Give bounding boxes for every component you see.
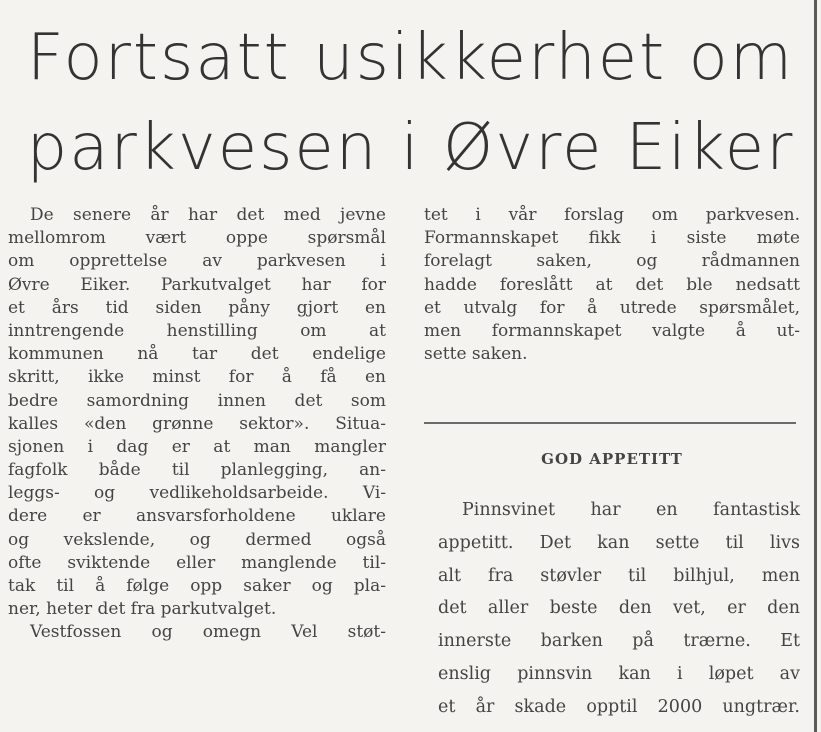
body-line: Formannskapet fikk i siste møte — [424, 228, 800, 249]
body-line: et års tid siden påny gjort en — [8, 297, 386, 318]
body-line: ofte sviktende eller manglende til- — [8, 552, 386, 573]
body-line: mellomrom vært oppe spørsmål — [8, 228, 386, 249]
body-line: dere er ansvarsforholdene uklare — [8, 506, 386, 527]
body-line: et utvalg for å utrede spørsmålet, — [424, 297, 800, 318]
body-line: inntrengende henstilling om at — [8, 320, 386, 341]
body-line: kalles «den grønne sektor». Situa- — [8, 413, 386, 434]
body-line: tet i vår forslag om parkvesen. — [424, 205, 800, 225]
body-line: leggs- og vedlikeholdsarbeide. Vi- — [8, 483, 386, 504]
column-rule — [814, 0, 817, 732]
section-divider — [424, 422, 796, 424]
body-line: kommunen nå tar det endelige — [8, 344, 386, 365]
article-body-right-column — [424, 204, 800, 366]
body-line: sjonen i dag er at man mangler — [8, 436, 386, 457]
sidebar-line: Pinnsvinet har en fantastisk — [462, 500, 800, 520]
body-line: tak til å følge opp saker og pla- — [8, 576, 386, 596]
headline-line-1: Fortsatt usikkerhet om — [26, 21, 795, 95]
sidebar-line: et år skade opptil 2000 ungtrær. — [438, 696, 800, 717]
sidebar-body — [438, 494, 800, 724]
body-line: bedre samordning innen det som — [8, 390, 386, 411]
body-line: Øvre Eiker. Parkutvalget har for — [8, 274, 386, 295]
sidebar-line: alt fra støvler til bilhjul, men — [438, 565, 800, 586]
body-line: ner, heter det fra parkutvalget. — [8, 599, 277, 620]
body-line: fagfolk både til planlegging, an- — [8, 460, 386, 481]
body-line: skritt, ikke minst for å få en — [8, 367, 386, 388]
body-line: om opprettelse av parkvesen i — [8, 251, 386, 272]
article-body-left-column — [8, 204, 386, 645]
sidebar-line: innerste barken på trærne. Et — [438, 631, 800, 652]
sidebar-subhead: GOD APPETITT — [541, 450, 683, 468]
body-line: De senere år har det med jevne — [30, 205, 386, 225]
sidebar-line: enslig pinnsvin kan i løpet av — [438, 663, 800, 684]
sidebar-line: appetitt. Det kan sette til livs — [438, 532, 800, 553]
body-line: men formannskapet valgte å ut- — [424, 320, 800, 341]
body-line: Vestfossen og omegn Vel støt- — [30, 622, 386, 643]
sidebar-line: det aller beste den vet, er den — [438, 598, 800, 619]
body-line: og vekslende, og dermed også — [8, 529, 386, 550]
body-line: hadde foreslått at det ble nedsatt — [424, 274, 800, 295]
body-line: sette saken. — [424, 344, 528, 365]
body-line: forelagt saken, og rådmannen — [424, 251, 800, 272]
headline-line-2: parkvesen i Øvre Eiker — [26, 111, 795, 185]
